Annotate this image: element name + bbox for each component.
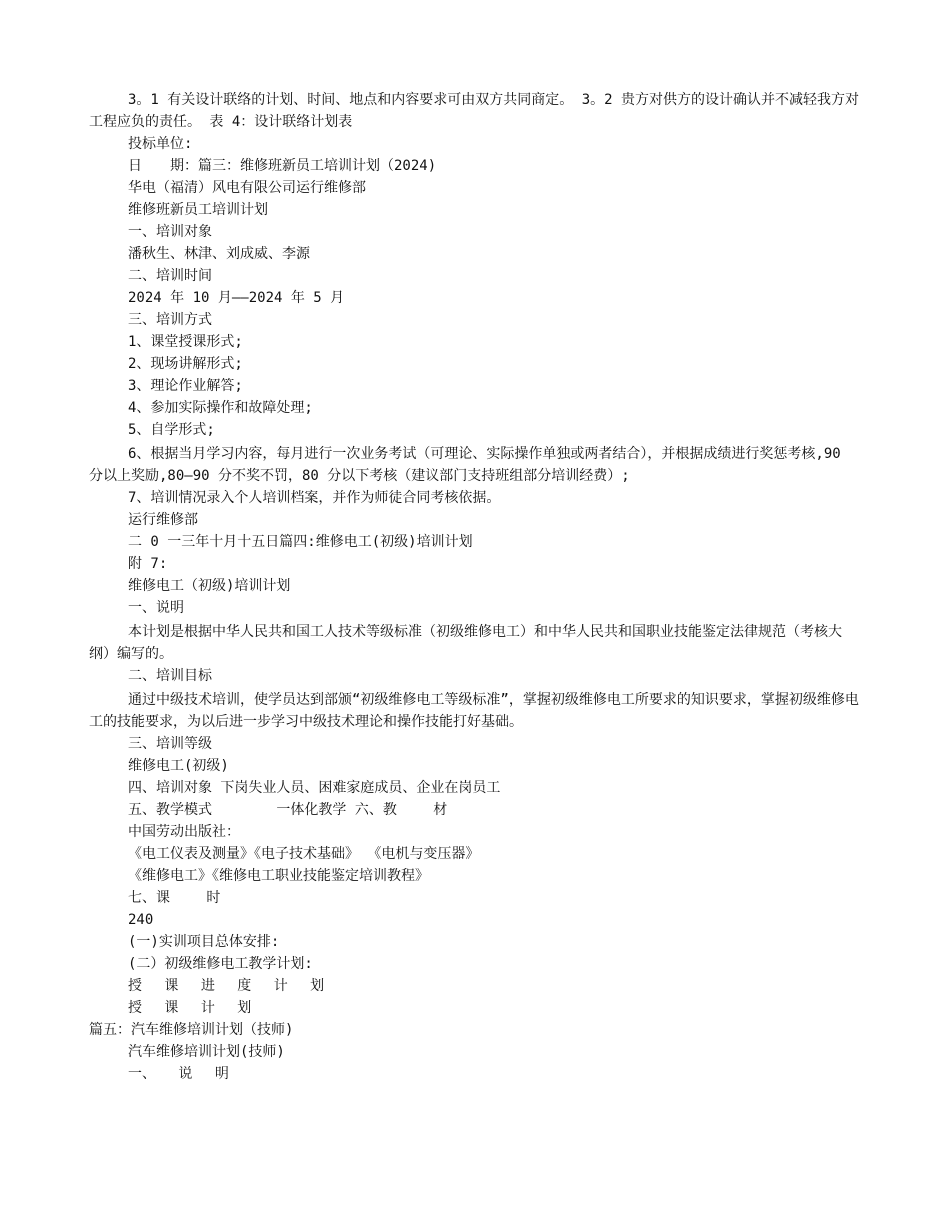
line-auto-plan-title: 汽车维修培训计划(技师)	[128, 1044, 285, 1060]
heading-hours: 七、课 时	[128, 890, 221, 906]
line-department: 运行维修部	[128, 512, 198, 528]
heading-level: 三、培训等级	[128, 736, 212, 752]
heading-training-time: 二、培训时间	[128, 268, 212, 284]
list-item-3: 3、理论作业解答;	[128, 378, 243, 394]
line-level: 维修电工(初级)	[128, 758, 229, 774]
paragraph-design-liaison: 3。1 有关设计联络的计划、时间、地点和内容要求可由双方共同商定。 3。2 贵方对供方的设计确认并不减轻我方对工程应负的责任。 表 4：设计联络计划表	[89, 92, 859, 131]
paragraph-goal: 通过中级技术培训，使学员达到部颁“初级维修电工等级标准”，掌握初级维修电工所要求的知识要求，掌握初级维修电工的技能要求，为以后进一步学习中级技术理论和操作技能打好基础。	[89, 692, 859, 731]
line-plan-title: 维修班新员工培训计划	[128, 202, 268, 218]
line-textbooks-2: 《维修电工》《维修电工职业技能鉴定培训教程》	[128, 868, 429, 884]
line-appendix: 附 7:	[128, 556, 168, 572]
line-schedule-plan: 授 课 进 度 计 划	[128, 978, 325, 994]
line-practice-arrangement: (一)实训项目总体安排:	[128, 934, 280, 950]
line-target: 四、培训对象 下岗失业人员、困难家庭成员、企业在岗员工	[128, 780, 501, 796]
line-textbooks-1: 《电工仪表及测量》《电子技术基础》 《电机与变压器》	[128, 846, 480, 862]
line-company: 华电（福清）风电有限公司运行维修部	[128, 180, 366, 196]
line-teaching-mode: 五、教学模式 一体化教学 六、教 材	[128, 802, 448, 818]
list-item-4: 4、参加实际操作和故障处理;	[128, 400, 313, 416]
line-article-five: 篇五：汽车维修培训计划（技师)	[89, 1022, 294, 1038]
paragraph-description: 本计划是根据中华人民共和国工人技术等级标准（初级维修电工）和中华人民共和国职业技能鉴定法律规范（考核大纲）编写的。	[89, 624, 842, 663]
line-publisher: 中国劳动出版社：	[128, 824, 240, 840]
line-trainees: 潘秋生、林津、刘成威、李源	[128, 246, 310, 262]
line-date-title: 日 期：篇三：维修班新员工培训计划（2024)	[128, 158, 437, 174]
line-teaching-plan: (二）初级维修电工教学计划:	[128, 956, 313, 972]
line-electrician-plan-title: 维修电工（初级)培训计划	[128, 578, 291, 594]
list-item-1: 1、课堂授课形式;	[128, 334, 243, 350]
heading-goal: 二、培训目标	[128, 668, 212, 684]
line-hours: 240	[128, 912, 154, 928]
list-item-5: 5、自学形式;	[128, 422, 215, 438]
heading-auto-description: 一、 说 明	[128, 1066, 229, 1082]
line-time-range: 2024 年 10 月——2024 年 5 月	[128, 290, 345, 306]
line-course-plan: 授 课 计 划	[128, 1000, 252, 1016]
line-bidder: 投标单位:	[128, 136, 193, 152]
heading-training-target: 一、培训对象	[128, 224, 212, 240]
line-date-article-four: 二 0 一三年十月十五日篇四:维修电工(初级)培训计划	[128, 534, 473, 550]
heading-description: 一、说明	[128, 600, 184, 616]
heading-training-method: 三、培训方式	[128, 312, 212, 328]
list-item-2: 2、现场讲解形式;	[128, 356, 243, 372]
list-item-6: 6、根据当月学习内容，每月进行一次业务考试（可理论、实际操作单独或两者结合），并根据成绩进行奖惩考核,90 分以上奖励,80—90 分不奖不罚，80 分以下考核（建议部门支持班组部分培训经费）;	[89, 446, 841, 485]
list-item-7: 7、培训情况录入个人培训档案，并作为师徒合同考核依据。	[128, 490, 501, 506]
